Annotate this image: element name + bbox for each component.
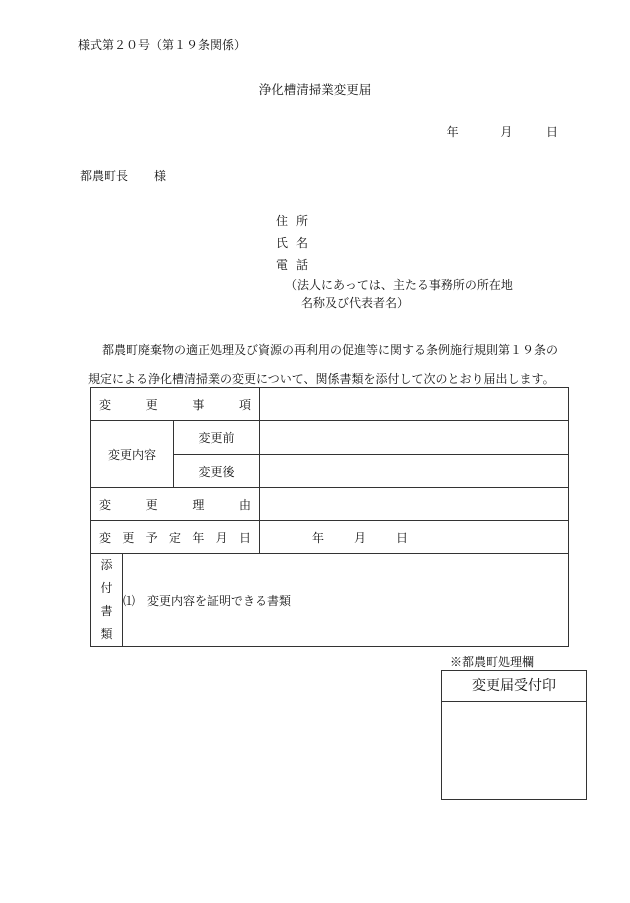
date-day-label: 日 [545, 125, 558, 139]
change-item-field[interactable] [260, 388, 569, 421]
addressee-honorific: 様 [154, 169, 167, 183]
date-month-label: 月 [500, 125, 513, 139]
change-item-label: 変 更 事 項 [91, 388, 260, 421]
change-form-table [90, 387, 569, 647]
corporation-note [285, 276, 513, 312]
corporation-note-line2: 名称及び代表者名） [301, 296, 410, 310]
after-label: 変更後 [174, 455, 260, 488]
submission-date [447, 123, 558, 140]
address-label: 住所 [276, 214, 317, 228]
office-use-note: ※都農町処理欄 [450, 655, 535, 669]
reception-stamp-header: 変更届受付印 [442, 671, 586, 702]
date-year-label: 年 [446, 125, 459, 139]
attachment-content [123, 554, 569, 647]
body-line2: 規定による浄化槽清掃業の変更について、関係書類を添付して次のとおり届出します。 [88, 372, 555, 386]
body-line1: 都農町廃棄物の適正処理及び資源の再利用の促進等に関する条例施行規則第１９条の [102, 343, 559, 357]
scheduled-date-label: 変 更 予 定 年 月 日 [91, 521, 260, 554]
reception-stamp-box [441, 670, 587, 800]
addressee [80, 167, 166, 184]
before-field[interactable] [260, 421, 569, 455]
scheduled-date-field[interactable]: 年 月 日 [260, 521, 569, 554]
change-reason-field[interactable] [260, 488, 569, 521]
phone-label: 電話 [276, 258, 317, 272]
form-number: 様式第２０号（第１９条関係） [78, 38, 247, 52]
attachment-item: ⑴ 変更内容を証明できる書類 [123, 593, 292, 608]
after-field[interactable] [260, 455, 569, 488]
change-content-label: 変更内容 [91, 421, 174, 488]
before-label: 変更前 [174, 421, 260, 455]
change-reason-label: 変 更 理 由 [91, 488, 260, 521]
name-label: 氏名 [276, 236, 317, 250]
addressee-name: 都農町長 [80, 169, 129, 183]
corporation-note-line1: （法人にあっては、主たる事務所の所在地 [285, 278, 513, 292]
document-title: 浄化槽清掃業変更届 [258, 82, 372, 97]
applicant-block [276, 210, 322, 276]
body-text [90, 336, 570, 394]
attachment-label: 添 付 書 類 [91, 554, 123, 647]
